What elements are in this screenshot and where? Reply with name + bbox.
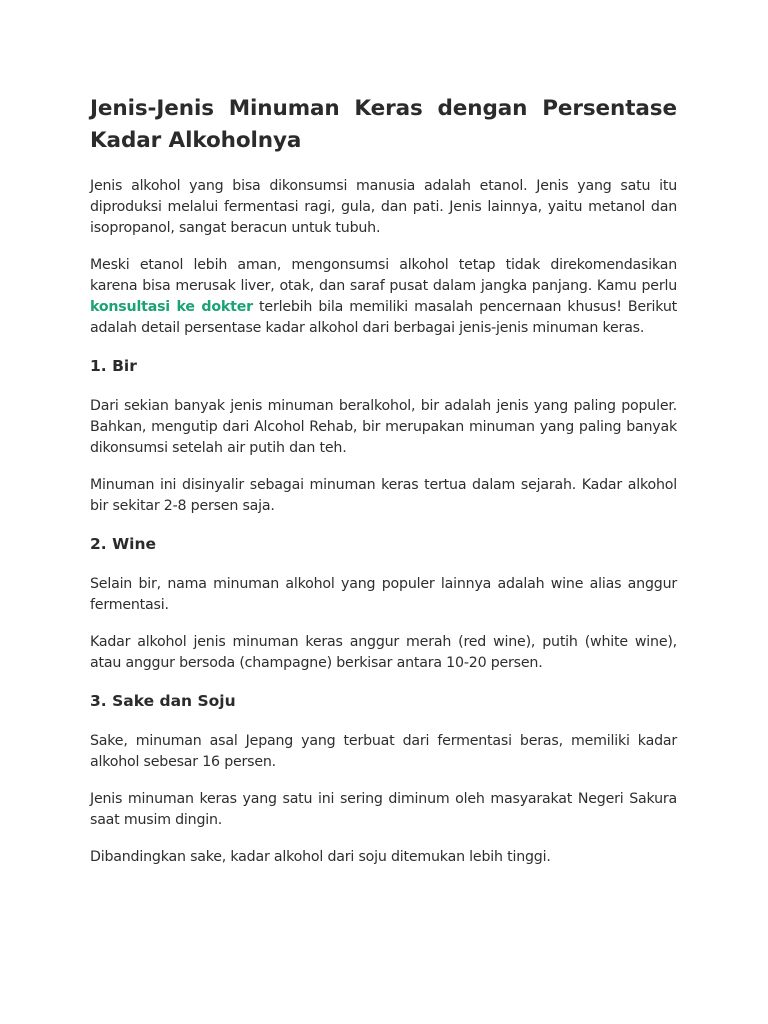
consult-doctor-link[interactable]: konsultasi ke dokter — [90, 299, 253, 315]
intro-paragraph-2-before: Meski etanol lebih aman, mengonsumsi alkohol tetap tidak direkomendasikan karena bisa merusak liver, otak, dan saraf pusat dalam jangka panjang. Kamu perlu — [90, 257, 677, 294]
section-bir-paragraph-2: Minuman ini disinyalir sebagai minuman keras tertua dalam sejarah. Kadar alkohol bir sekitar 2-8 persen saja. — [90, 477, 677, 514]
intro-paragraph-1: Jenis alkohol yang bisa dikonsumsi manusia adalah etanol. Jenis yang satu itu diproduksi melalui fermentasi ragi, gula, dan pati. Jenis lainnya, yaitu metanol dan isopropanol, sangat beracun untuk tubuh. — [90, 178, 677, 236]
section-wine-paragraph-1: Selain bir, nama minuman alkohol yang populer lainnya adalah wine alias anggur fermentasi. — [90, 576, 677, 613]
section-heading-bir: 1. Bir — [90, 357, 137, 375]
intro-paragraph-2 — [90, 255, 677, 339]
section-wine-paragraph-2: Kadar alkohol jenis minuman keras anggur merah (red wine), putih (white wine), atau anggur bersoda (champagne) berkisar antara 10-20 persen. — [90, 634, 677, 671]
section-bir-paragraph-1: Dari sekian banyak jenis minuman beralkohol, bir adalah jenis yang paling populer. Bahkan, mengutip dari Alcohol Rehab, bir merupakan minuman yang paling banyak dikonsumsi setelah air putih dan teh. — [90, 398, 677, 456]
intro-paragraph-2-after: terlebih bila memiliki masalah pencernaan khusus! Berikut adalah detail persentase kadar alkohol dari berbagai jenis-jenis minuman keras. — [90, 299, 677, 336]
section-sake-paragraph-2: Jenis minuman keras yang satu ini sering diminum oleh masyarakat Negeri Sakura saat musim dingin. — [90, 791, 677, 828]
section-sake-paragraph-3: Dibandingkan sake, kadar alkohol dari soju ditemukan lebih tinggi. — [90, 849, 551, 865]
section-heading-sake-soju: 3. Sake dan Soju — [90, 692, 236, 710]
article — [90, 93, 677, 884]
article-title: Jenis-Jenis Minuman Keras dengan Persentase Kadar Alkoholnya — [90, 96, 677, 153]
section-heading-wine: 2. Wine — [90, 535, 157, 553]
section-sake-paragraph-1: Sake, minuman asal Jepang yang terbuat dari fermentasi beras, memiliki kadar alkohol sebesar 16 persen. — [90, 733, 677, 770]
